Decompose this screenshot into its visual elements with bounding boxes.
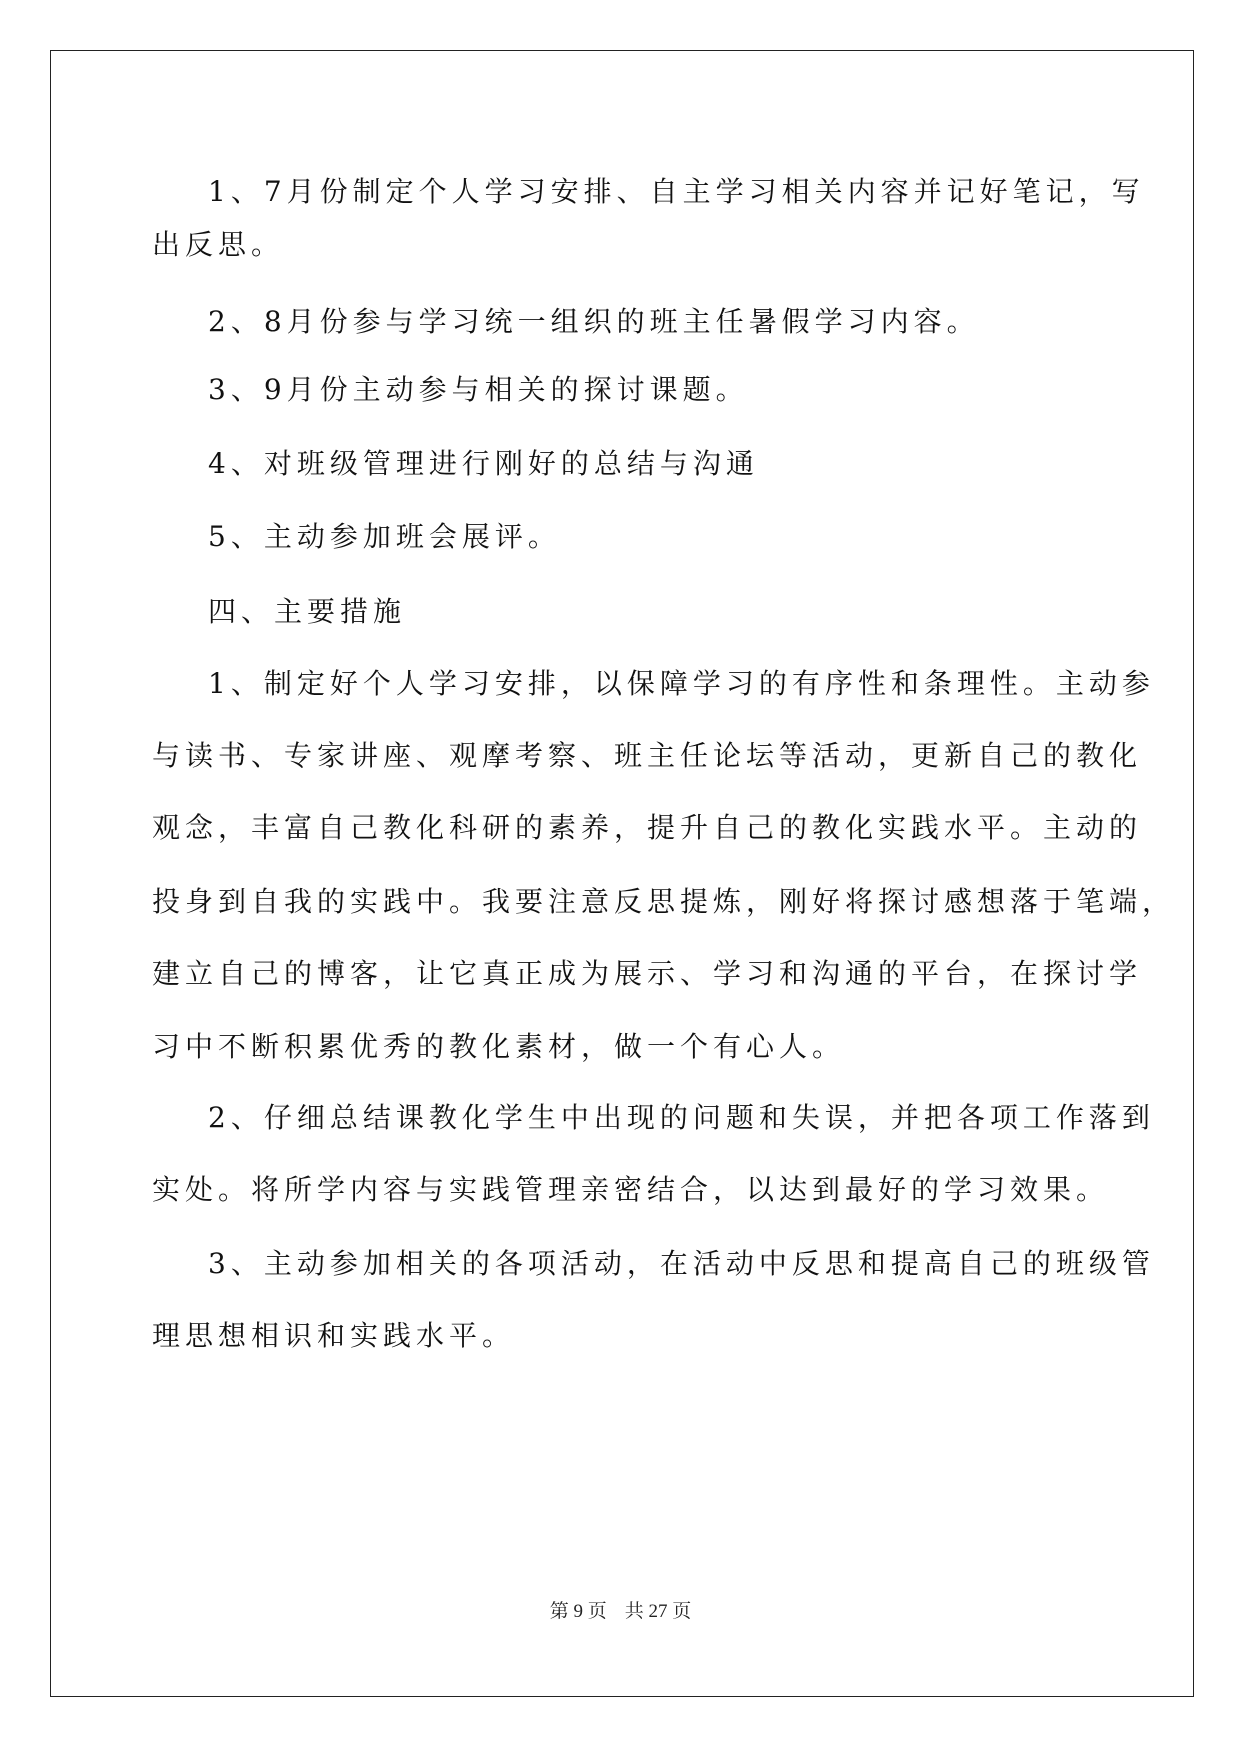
current-page-label: 第 9 页 [549, 1601, 607, 1622]
paragraph-line: 3、9月份主动参与相关的探讨课题。 [208, 373, 749, 406]
paragraph-line: 实处。将所学内容与实践管理亲密结合，以达到最好的学习效果。 [152, 1173, 1110, 1206]
page-border [50, 50, 1194, 1697]
paragraph-line: 建立自己的博客，让它真正成为展示、学习和沟通的平台，在探讨学 [152, 957, 1143, 990]
paragraph-line: 2、8月份参与学习统一组织的班主任暑假学习内容。 [208, 305, 980, 338]
page-footer [0, 1600, 1241, 1624]
paragraph-line: 投身到自我的实践中。我要注意反思提炼，刚好将探讨感想落于笔端， [152, 885, 1176, 918]
paragraph-line: 与读书、专家讲座、观摩考察、班主任论坛等活动，更新自己的教化 [152, 739, 1143, 772]
paragraph-line: 2、仔细总结课教化学生中出现的问题和失误，并把各项工作落到 [208, 1101, 1155, 1134]
paragraph-line: 观念，丰富自己教化科研的素养，提升自己的教化实践水平。主动的 [152, 811, 1143, 844]
paragraph-line: 1、7月份制定个人学习安排、自主学习相关内容并记好笔记，写 [208, 175, 1145, 208]
paragraph-line: 出反思。 [152, 228, 285, 261]
paragraph-line: 习中不断积累优秀的教化素材，做一个有心人。 [152, 1030, 846, 1063]
paragraph-line: 理思想相识和实践水平。 [152, 1319, 516, 1352]
total-pages-label: 共 27 页 [624, 1601, 692, 1622]
paragraph-line: 5、主动参加班会展评。 [208, 520, 561, 553]
paragraph-line: 1、制定好个人学习安排，以保障学习的有序性和条理性。主动参 [208, 667, 1155, 700]
paragraph-line: 4、对班级管理进行刚好的总结与沟通 [208, 447, 759, 480]
section-heading: 四、主要措施 [208, 595, 407, 628]
paragraph-line: 3、主动参加相关的各项活动，在活动中反思和提高自己的班级管 [208, 1247, 1155, 1280]
